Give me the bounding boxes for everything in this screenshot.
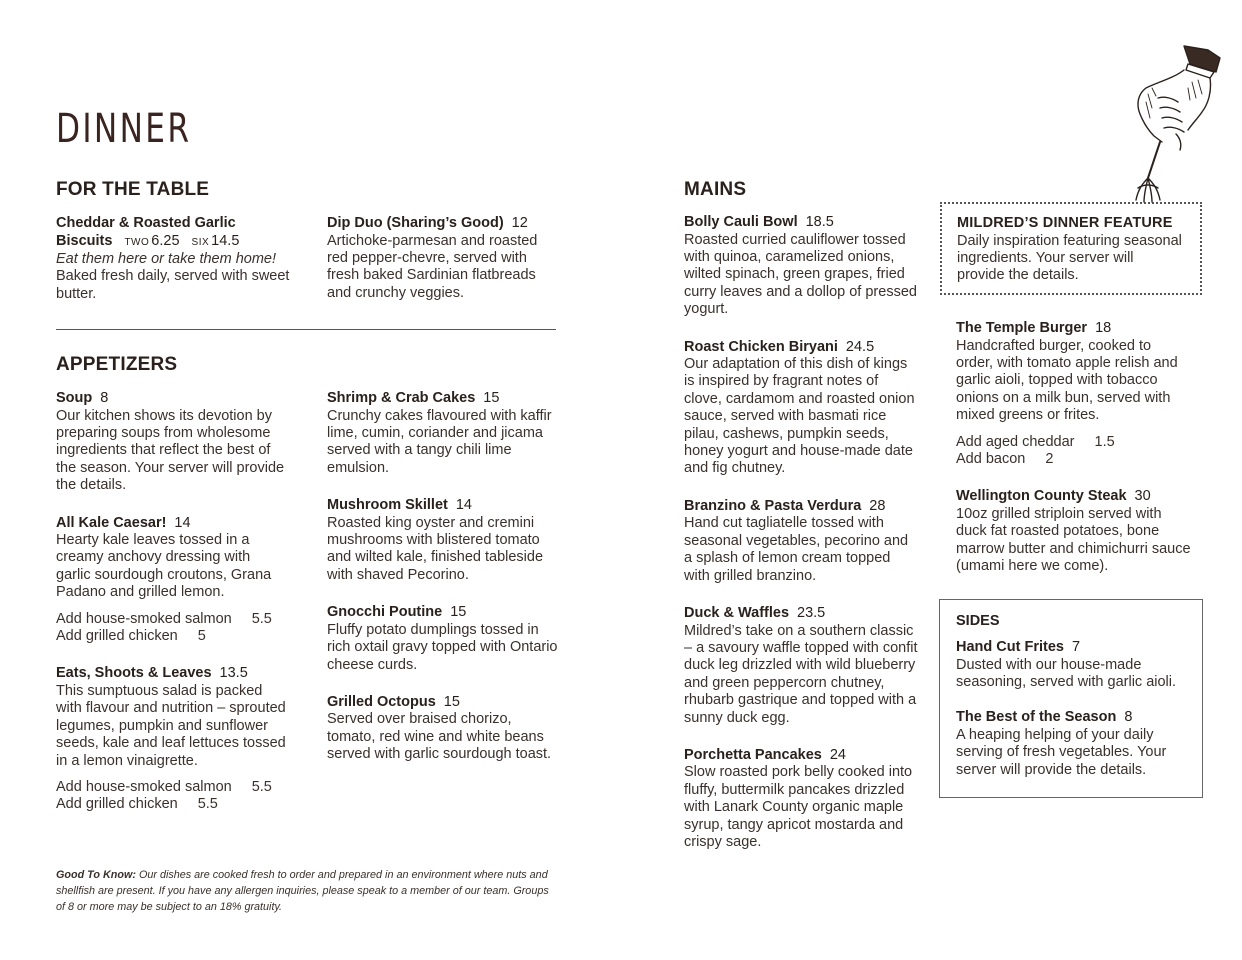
item-name: Porchetta Pancakes <box>684 746 822 763</box>
item-description: Roasted curried cauliflower tossed with quinoa, caramelized onions, wilted spinach, green grapes, fried curry leaves and a dollop of pressed yogurt. <box>684 231 917 318</box>
addon-row <box>956 451 1192 468</box>
item-name: Soup <box>56 390 93 406</box>
menu-item <box>56 515 288 646</box>
item-description: Fluffy potato dumplings tossed in rich oxtail gravy topped with Ontario cheese curds. <box>327 621 558 673</box>
addon-label: Add house-smoked salmon <box>56 610 232 627</box>
addon-price: 1.5 <box>1094 433 1115 450</box>
addon-row <box>956 434 1192 451</box>
item-description: Slow roasted pork belly cooked into fluffy, buttermilk pancakes drizzled with Lanark County organic maple syrup, tangy apricot mostarda and crispy sage. <box>684 764 913 851</box>
item-price: 8 <box>100 390 109 406</box>
hand-holding-fork-icon <box>1118 38 1228 208</box>
item-description: Baked fresh daily, served with sweet butter. <box>56 268 290 302</box>
page-title: DINNER <box>56 106 192 152</box>
addon-price: 5.5 <box>251 779 272 795</box>
note-label: Good To Know: <box>56 869 136 881</box>
item-name: Dip Duo (Sharing’s Good) <box>327 215 504 231</box>
item-name: Biscuits <box>56 232 113 249</box>
item-name: Branzino & Pasta Verdura <box>684 497 862 514</box>
appetizers-right-column <box>327 390 559 784</box>
item-price: 6.25 <box>151 232 180 249</box>
addon-list <box>56 611 288 646</box>
item-price: 23.5 <box>797 605 826 621</box>
item-name: Grilled Octopus <box>327 693 436 710</box>
feature-description: Daily inspiration featuring seasonal ingredients. Your server will provide the details. <box>957 232 1182 284</box>
item-name: Bolly Cauli Bowl <box>684 214 798 230</box>
addon-row <box>56 796 288 813</box>
addon-row <box>56 779 288 796</box>
addon-price: 5 <box>197 628 206 645</box>
addon-label: Add grilled chicken <box>56 628 178 645</box>
item-description: Roasted king oyster and cremini mushrooms with blistered tomato and wilted kale, finished tableside with shaved Pecorino. <box>327 514 544 583</box>
appetizers-heading: APPETIZERS <box>56 354 178 375</box>
item-name: Wellington County Steak <box>956 488 1127 505</box>
menu-item <box>956 488 1192 575</box>
menu-item <box>956 320 1192 468</box>
addon-label: Add grilled chicken <box>56 796 178 813</box>
item-name: Eats, Shoots & Leaves <box>56 665 212 682</box>
sides-box <box>939 599 1203 798</box>
item-name: Duck & Waffles <box>684 605 790 621</box>
item-price: 30 <box>1134 488 1151 505</box>
menu-item <box>56 665 288 813</box>
item-name: The Temple Burger <box>956 320 1088 336</box>
item-name: The Best of the Season <box>956 709 1117 726</box>
item-description: This sumptuous salad is packed with flavour and nutrition – sprouted legumes, pumpkin and sunflower seeds, kale and leaf lettuces tossed in a lemon vinaigrette. <box>56 682 286 769</box>
menu-item <box>684 747 920 852</box>
appetizers-left-column <box>56 390 288 834</box>
item-price: 8 <box>1124 709 1133 726</box>
for-the-table-heading: FOR THE TABLE <box>56 179 210 200</box>
note-text: Our dishes are cooked fresh to order and prepared in an environment where nuts and shellfish are present. If you have any allergen inquiries, please speak to a member of our team. Groups of 8 or more may be subject to an 18% gratuity. <box>56 869 549 913</box>
mains-left-column <box>684 214 920 871</box>
addon-label: Add aged cheddar <box>956 433 1075 450</box>
addon-label: Add house-smoked salmon <box>56 779 232 795</box>
item-description: Our adaptation of this dish of kings is inspired by fragrant notes of clove, cardamom and roasted onion sauce, served with basmati rice pilau, cashews, pumpkin seeds, honey yogurt and house-made date and fig chutney. <box>684 356 915 477</box>
item-price: 15 <box>483 390 500 406</box>
item-price: 18 <box>1095 320 1112 336</box>
allergen-note <box>56 867 556 915</box>
addon-row <box>56 611 288 628</box>
dinner-feature-box <box>940 202 1202 295</box>
addon-list <box>956 434 1192 469</box>
menu-item <box>327 497 559 584</box>
item-name: Cheddar & Roasted Garlic <box>56 215 236 231</box>
sides-heading: SIDES <box>956 613 1000 629</box>
item-description: Artichoke-parmesan and roasted red pepper-chevre, served with fresh baked Sardinian flatbreads and crunchy veggies. <box>327 232 538 301</box>
menu-item <box>684 498 920 585</box>
menu-item <box>956 709 1186 779</box>
item-description: Dusted with our house-made seasoning, served with garlic aioli. <box>956 656 1177 690</box>
addon-label: Add bacon <box>956 450 1026 467</box>
item-name: Mushroom Skillet <box>327 497 448 514</box>
feature-title: MILDRED’S DINNER FEATURE <box>957 215 1173 231</box>
menu-item <box>684 214 920 319</box>
menu-item <box>327 390 559 477</box>
item-description: Served over braised chorizo, tomato, red wine and white beans served with garlic sourdough toast. <box>327 711 552 763</box>
item-note: Eat them here or take them home! <box>56 251 277 267</box>
item-price: 24 <box>829 746 846 763</box>
item-name: Hand Cut Frites <box>956 639 1064 655</box>
item-price: 7 <box>1071 639 1081 655</box>
menu-item <box>684 339 920 478</box>
item-price: 14 <box>174 514 191 531</box>
item-name: Shrimp & Crab Cakes <box>327 390 476 406</box>
section-divider <box>56 329 556 330</box>
mains-right-column <box>956 320 1192 595</box>
item-price: 12 <box>511 215 528 231</box>
menu-item <box>56 215 296 303</box>
menu-item <box>684 605 920 727</box>
item-description: Hearty kale leaves tossed in a creamy anchovy dressing with garlic sourdough croutons, Grana Padano and grilled lemon. <box>56 532 272 601</box>
addon-price: 5.5 <box>197 796 218 813</box>
menu-item <box>956 639 1186 691</box>
addon-price: 2 <box>1045 450 1054 467</box>
item-price: 13.5 <box>219 665 248 682</box>
menu-item <box>327 604 559 674</box>
item-price: 28 <box>869 497 886 514</box>
item-name: Gnocchi Poutine <box>327 604 443 621</box>
item-price: 14.5 <box>211 232 240 249</box>
item-name: All Kale Caesar! <box>56 514 167 531</box>
addon-row <box>56 628 288 645</box>
item-price: 18.5 <box>805 214 834 230</box>
item-description: Mildred’s take on a southern classic – a savoury waffle topped with confit duck leg drizzled with wild blueberry and green peppercorn chutney, rhubarb gastrique and topped with a sunny duck egg. <box>684 622 918 726</box>
menu-item <box>327 215 559 302</box>
item-description: Our kitchen shows its devotion by preparing soups from wholesome ingredients that reflect the best of the season. Your server will provide the details. <box>56 407 285 494</box>
mains-heading: MAINS <box>684 179 747 200</box>
item-description: Handcrafted burger, cooked to order, with tomato apple relish and garlic aioli, topped with tobacco onions on a milk bun, served with mixed greens or frites. <box>956 337 1178 424</box>
item-price: 24.5 <box>845 338 875 355</box>
menu-item <box>327 694 559 764</box>
item-description: Hand cut tagliatelle tossed with seasonal vegetables, pecorino and a splash of lemon cream topped with grilled branzino. <box>684 515 909 584</box>
size-tag: TWO <box>124 236 150 248</box>
item-description: Crunchy cakes flavoured with kaffir lime, cumin, coriander and jicama served with a tangy chili lime emulsion. <box>327 407 552 476</box>
menu-item <box>56 390 288 495</box>
item-price: 15 <box>450 604 467 621</box>
addon-list <box>56 779 288 814</box>
item-price: 15 <box>443 693 460 710</box>
item-price: 14 <box>455 497 472 514</box>
item-name: Roast Chicken Biryani <box>684 338 838 355</box>
item-description: A heaping helping of your daily serving of fresh vegetables. Your server will provide the details. <box>956 726 1167 778</box>
item-description: 10oz grilled striploin served with duck fat roasted potatoes, bone marrow butter and chimichurri sauce (umami here we come). <box>956 505 1191 575</box>
addon-price: 5.5 <box>251 610 272 627</box>
size-tag: SIX <box>191 236 210 248</box>
